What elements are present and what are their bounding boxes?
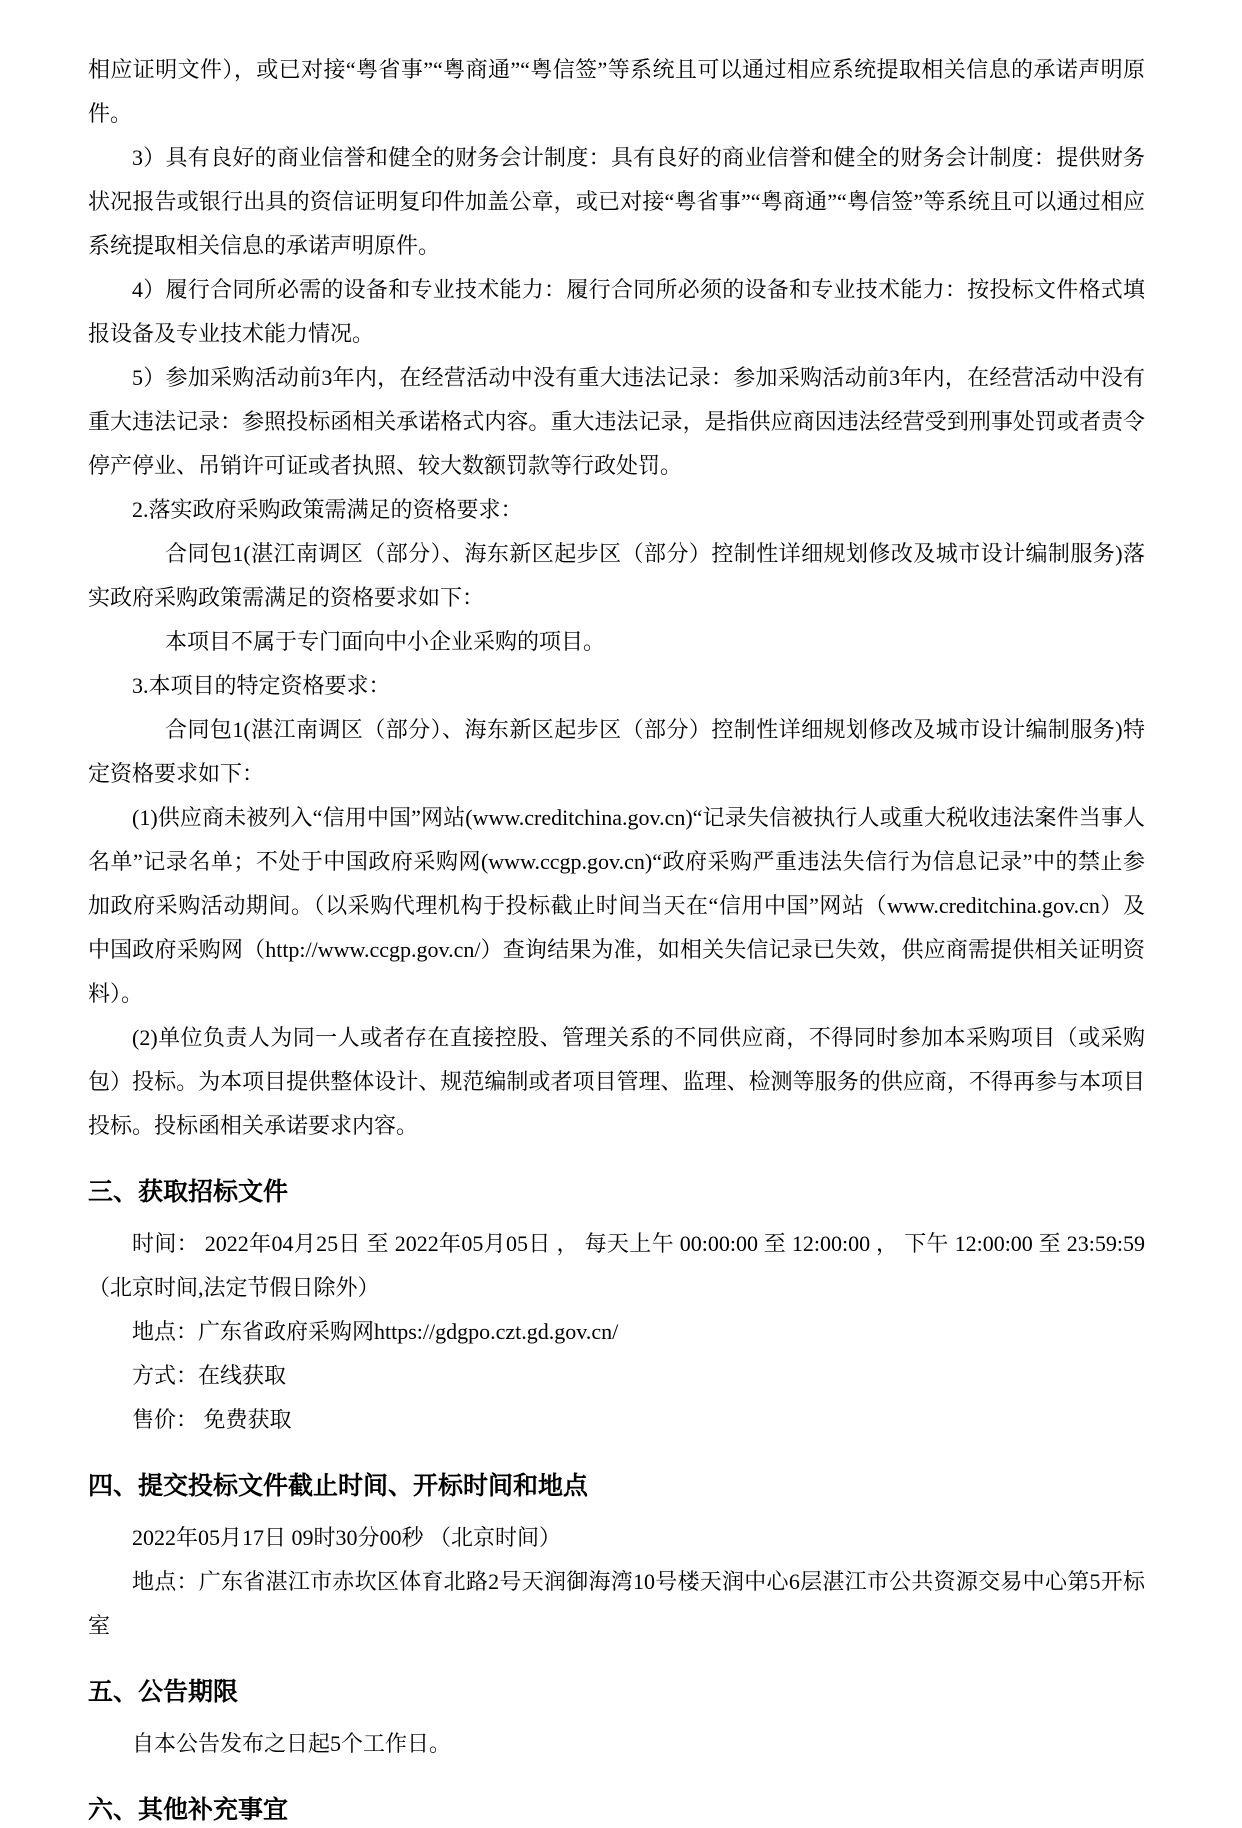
paragraph-policy-requirements-title: 2.落实政府采购政策需满足的资格要求： [132, 497, 523, 522]
paragraph-item-3-finance: 3）具有良好的商业信誉和健全的财务会计制度：具有良好的商业信誉和健全的财务会计制度：提供财务状况报告或银行出具的资信证明复印件加盖公章，或已对接“粤省事”“粤商通”“粤信签”等系统且可以通过相应系统提取相关信息的承诺声明原件。 [88, 145, 1145, 258]
paragraph-opening-location: 地点：广东省湛江市赤坎区体育北路2号天润御海湾10号楼天润中心6层湛江市公共资源交易中心第5开标室 [88, 1569, 1145, 1638]
paragraph-requirement-2-same-person: (2)单位负责人为同一人或者存在直接控股、管理关系的不同供应商，不得同时参加本采购项目（或采购包）投标。为本项目提供整体设计、规范编制或者项目管理、监理、检测等服务的供应商，不得再参与本项目投标。投标函相关承诺要求内容。 [88, 1025, 1145, 1138]
paragraph-obtain-location: 地点：广东省政府采购网https://gdgpo.czt.gd.gov.cn/ [132, 1319, 619, 1344]
paragraph-obtain-method: 方式：在线获取 [132, 1363, 287, 1388]
paragraph-requirement-1-credit: (1)供应商未被列入“信用中国”网站(www.creditchina.gov.cn)“记录失信被执行人或重大税收违法案件当事人名单”记录名单；不处于中国政府采购网(www.ccgp.gov.cn)“政府采购严重违法失信行为信息记录”中的禁止参加政府采购活动期间。（以采购代理机构于投标截止时间当天在“信用中国”网站（www.creditchina.gov.cn）及中国政府采购网（http://www.ccgp.gov.cn/）查询结果为准，如相关失信记录已失效，供应商需提供相关证明资料）。 [88, 805, 1145, 1006]
paragraph-item-4-equipment: 4）履行合同所必需的设备和专业技术能力：履行合同所必须的设备和专业技术能力：按投标文件格式填报设备及专业技术能力情况。 [88, 277, 1145, 346]
paragraph-contract-package-policy: 合同包1(湛江南调区（部分）、海东新区起步区（部分）控制性详细规划修改及城市设计编制服务)落实政府采购政策需满足的资格要求如下： [88, 541, 1145, 610]
heading-section-4-submission-deadline: 四、提交投标文件截止时间、开标时间和地点 [88, 1472, 589, 1500]
paragraph-obtain-price: 售价： 免费获取 [132, 1407, 292, 1432]
paragraph-not-sme-project: 本项目不属于专门面向中小企业采购的项目。 [165, 629, 606, 654]
paragraph-deadline-datetime: 2022年05月17日 09时30分00秒 （北京时间） [132, 1525, 562, 1550]
paragraph-obtain-time: 时间： 2022年04月25日 至 2022年05月05日 ， 每天上午 00:00:00 至 12:00:00 ， 下午 12:00:00 至 23:59:59 （北京时间,法定节假日除外） [88, 1231, 1145, 1300]
paragraph-announcement-period: 自本公告发布之日起5个工作日。 [132, 1731, 452, 1756]
heading-section-6-other-matters: 六、其他补充事宜 [88, 1796, 289, 1824]
paragraph-item-5-no-violation: 5）参加采购活动前3年内，在经营活动中没有重大违法记录：参加采购活动前3年内，在经营活动中没有重大违法记录：参照投标函相关承诺格式内容。重大违法记录，是指供应商因违法经营受到刑事处罚或者责令停产停业、吊销许可证或者执照、较大数额罚款等行政处罚。 [88, 365, 1145, 478]
paragraph-contract-package-specific: 合同包1(湛江南调区（部分）、海东新区起步区（部分）控制性详细规划修改及城市设计编制服务)特定资格要求如下： [88, 717, 1145, 786]
heading-section-3-obtain-bid-documents: 三、获取招标文件 [88, 1178, 289, 1206]
paragraph-continuation-systems: 相应证明文件），或已对接“粤省事”“粤商通”“粤信签”等系统且可以通过相应系统提取相关信息的承诺声明原件。 [88, 57, 1145, 126]
paragraph-specific-requirements-title: 3.本项目的特定资格要求： [132, 673, 391, 698]
heading-section-5-announcement-period: 五、公告期限 [88, 1678, 239, 1706]
